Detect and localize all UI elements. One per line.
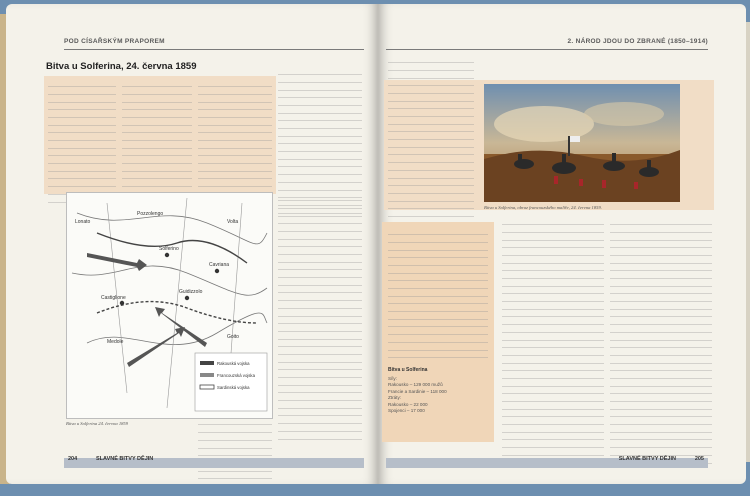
left-page	[6, 4, 378, 484]
info-box-line-2: Francie a Sardinie – 118 000	[388, 388, 447, 394]
map-label-solferino: Solferino	[159, 246, 179, 252]
info-box-line-1: Rakousko – 129 000 mužů	[388, 382, 443, 388]
map-legend-austria: Rakouská vojska	[217, 361, 250, 366]
battle-map-svg	[67, 193, 272, 418]
map-label-castiglione: Castiglione	[101, 295, 126, 301]
right-text-col-2	[502, 218, 604, 464]
right-page	[378, 4, 746, 484]
map-legend-france: Francouzská vojska	[217, 373, 255, 378]
left-page-number: 204	[68, 456, 78, 462]
left-running-head: POD CÍSAŘSKÝM PRAPOREM	[64, 38, 165, 45]
battle-map	[66, 192, 273, 419]
right-page-number: 205	[694, 456, 704, 462]
map-label-pozzolengo: Pozzolengo	[137, 211, 164, 217]
painting-caption: Bitva u Solferina, obraz francouzského malíře, 24. června 1859.	[484, 205, 602, 210]
info-box-line-0: Síly:	[388, 375, 397, 381]
right-text-col-1	[388, 56, 474, 241]
right-text-col-3	[610, 218, 712, 464]
map-label-medole: Medole	[107, 339, 124, 345]
map-label-volta: Volta	[227, 219, 239, 225]
info-box	[382, 222, 494, 442]
info-box-text-top	[388, 228, 488, 358]
map-label-lonato: Lonato	[75, 219, 91, 225]
left-footer-text: SLAVNÉ BITVY DĚJIN	[96, 456, 154, 462]
map-label-goito: Goito	[227, 334, 239, 340]
map-caption: Bitva u Solferina 24. června 1859	[66, 421, 129, 426]
battle-painting	[484, 84, 680, 202]
info-box-line-4: Rakousko – 22 000	[388, 401, 428, 407]
map-label-guidizzolo: Guidizzolo	[179, 289, 203, 295]
info-box-line-5: Spojenci – 17 000	[388, 408, 425, 414]
info-box-line-3: Ztráty:	[388, 395, 402, 401]
page-title: Bitva u Solferina, 24. června 1859	[46, 61, 197, 72]
map-label-cavriana: Cavriana	[209, 262, 230, 268]
left-text-col-2	[122, 80, 192, 188]
left-text-col-5	[278, 68, 362, 214]
left-text-col-4	[278, 194, 362, 440]
map-legend-sardinia: Sardinská vojska	[217, 385, 250, 390]
info-box-title: Bitva u Solferina	[388, 366, 428, 373]
right-head-rule	[386, 49, 708, 50]
book-spread	[6, 4, 746, 484]
right-footer-text: SLAVNÉ BITVY DĚJIN	[618, 456, 676, 462]
battle-painting-svg	[484, 84, 680, 202]
right-running-head: 2. NÁROD JDOU DO ZBRANÉ (1850–1914)	[567, 38, 708, 45]
left-text-col-1	[48, 80, 116, 203]
